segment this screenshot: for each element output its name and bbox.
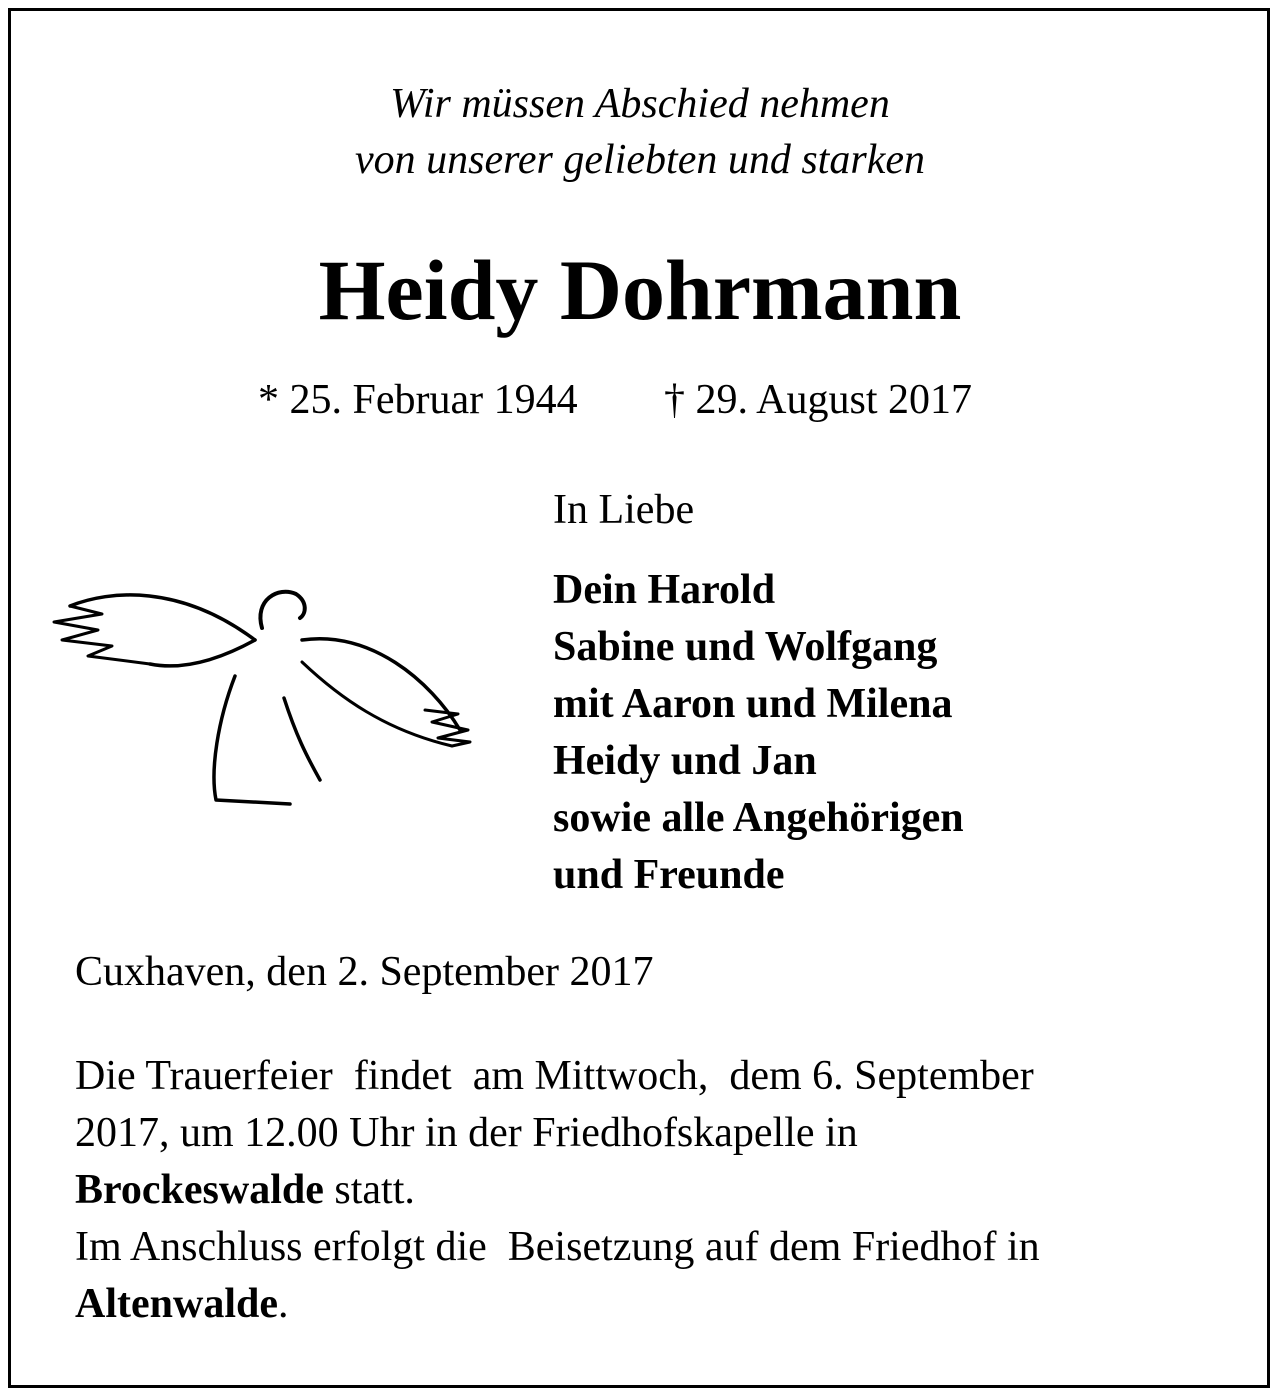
burial-line (75, 1276, 1225, 1333)
ceremony-line: 2017, um 12.00 Uhr in der Friedhofskapelle in (75, 1110, 858, 1156)
in-love-label: In Liebe (553, 487, 695, 533)
mourners-list (553, 562, 964, 904)
mourner-line: Sabine und Wolfgang (553, 624, 938, 670)
death-date: † 29. August 2017 (664, 377, 973, 423)
intro-line-1: Wir müssen Abschied nehmen (390, 81, 890, 127)
ceremony-info (75, 1048, 1225, 1333)
ceremony-line (75, 1162, 1225, 1219)
mourner-line: Heidy und Jan (553, 738, 817, 784)
burial-line: Im Anschluss erfolgt die Beisetzung auf dem Friedhof in (75, 1224, 1040, 1270)
mourner-line: und Freunde (553, 852, 785, 898)
burial-place: Altenwalde (75, 1281, 278, 1327)
mourner-line: mit Aaron und Milena (553, 681, 953, 727)
mourner-line: Dein Harold (553, 567, 776, 613)
birth-date: * 25. Februar 1944 (258, 377, 578, 423)
angel-icon (40, 570, 490, 830)
deceased-name: Heidy Dohrmann (318, 242, 962, 338)
ceremony-line: Die Trauerfeier findet am Mittwoch, dem 6. September (75, 1053, 1034, 1099)
burial-text: . (278, 1281, 289, 1327)
place-and-date: Cuxhaven, den 2. September 2017 (75, 949, 654, 995)
chapel-place: Brockeswalde (75, 1167, 324, 1213)
ceremony-text: statt. (323, 1167, 415, 1213)
intro-line-2: von unserer geliebten und starken (355, 137, 925, 183)
mourner-line: sowie alle Angehörigen (553, 795, 964, 841)
